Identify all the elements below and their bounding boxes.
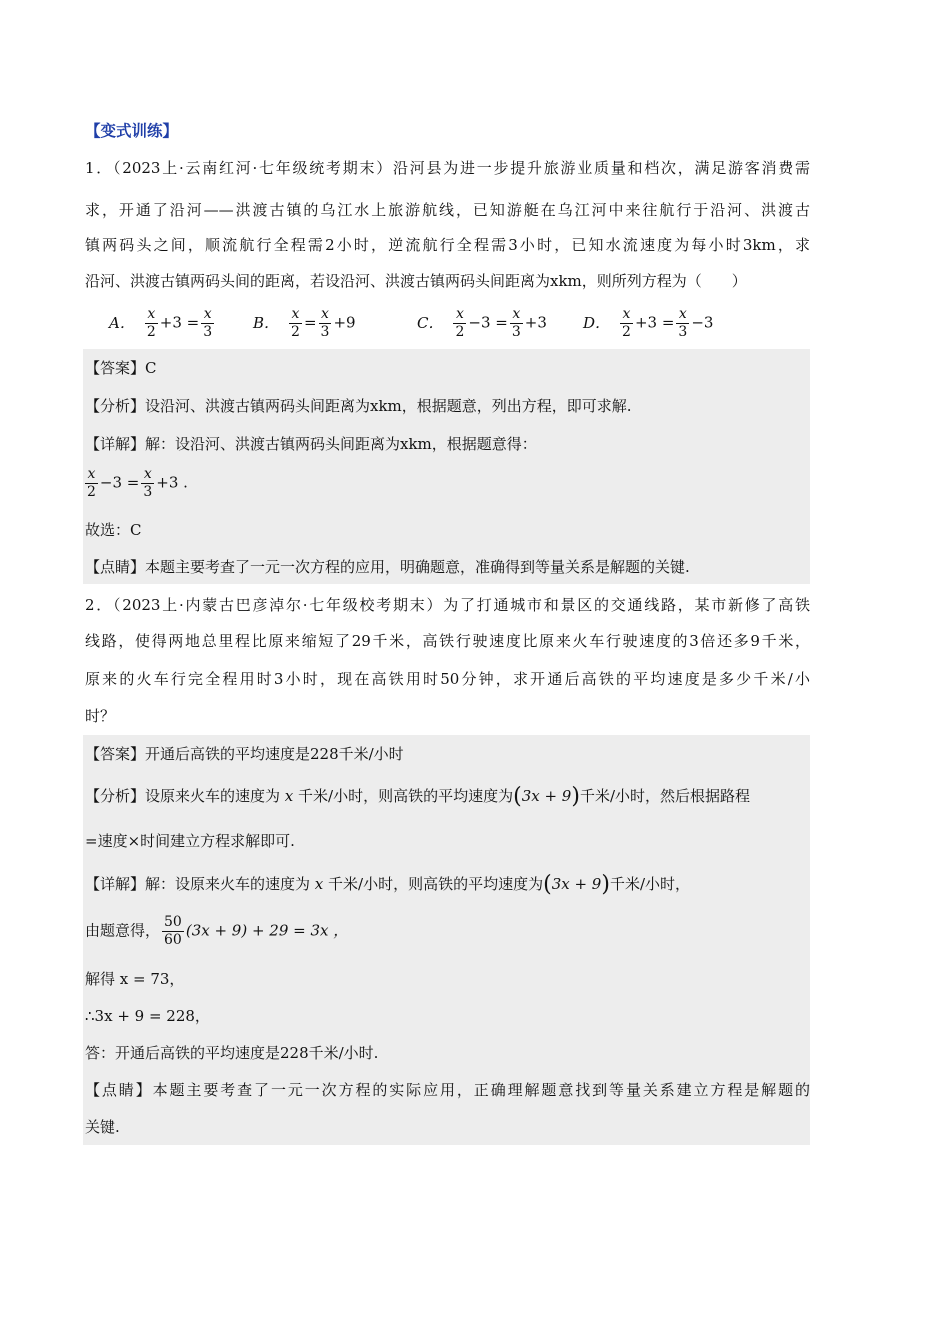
fraction: $\frac{x}{2}$ xyxy=(146,306,156,340)
q2-line-3: 原来的火车行完全程用时3小时，现在高铁用时50分钟，求开通后高铁的平均速度是多少千米/小 xyxy=(85,670,810,688)
q2-therefore: ∴3x + 9 = 228， xyxy=(85,1007,210,1025)
q2-equation: 由题意得， $\frac{50}{60}$ (3x + 9) + 29 = 3x ， xyxy=(85,914,349,948)
q1-answer: 【答案】C xyxy=(85,359,157,377)
fraction: $\frac{50}{60}$ xyxy=(164,914,182,948)
q1-option-b[interactable]: B． $\frac{x}{2}$ = $\frac{x}{3}$ +9 xyxy=(253,306,356,340)
q1-options xyxy=(85,306,810,346)
q1-analysis: 【分析】设沿河、洪渡古镇两码头间距离为xkm，根据题意，列出方程，即可求解. xyxy=(85,397,632,415)
q2-analysis-line-1: 【分析】设原来火车的速度为 x 千米/小时，则高铁的平均速度为(3x + 9)千米/小时，然后根据路程 xyxy=(85,784,751,809)
q2-final-answer: 答：开通后高铁的平均速度是228千米/小时. xyxy=(85,1044,379,1062)
q2-solve: 解得 x = 73， xyxy=(85,970,185,988)
q2-answer: 【答案】开通后高铁的平均速度是228千米/小时 xyxy=(85,745,404,763)
fraction: $\frac{x}{3}$ xyxy=(511,306,521,340)
q1-option-c[interactable]: C． $\frac{x}{2}$ −3 = $\frac{x}{3}$ +3 xyxy=(417,306,547,340)
q2-detail-line-1: 【详解】解：设原来火车的速度为 x 千米/小时，则高铁的平均速度为(3x + 9)千米/小时， xyxy=(85,872,691,897)
q1-line-2: 求，开通了沿河——洪渡古镇的乌江水上旅游航线，已知游艇在乌江河中来往航行于沿河、洪渡古 xyxy=(85,201,810,219)
q1-option-d[interactable]: D． $\frac{x}{2}$ +3 = $\frac{x}{3}$ −3 xyxy=(583,306,714,340)
q1-detail: 【详解】解：设沿河、洪渡古镇两码头间距离为xkm，根据题意得： xyxy=(85,435,537,453)
q1-line-3: 镇两码头之间，顺流航行全程需2小时，逆流航行全程需3小时，已知水流速度为每小时3km，求 xyxy=(85,236,810,254)
q1-equation: $\frac{x}{2}$ −3 = $\frac{x}{3}$ +3 . xyxy=(87,466,188,500)
q1-line-1: 1．（2023上·云南红河·七年级统考期末）沿河县为进一步提升旅游业质量和档次，满足游客消费需 xyxy=(85,159,810,177)
q2-comment-line-1: 【点睛】本题主要考查了一元一次方程的实际应用，正确理解题意找到等量关系建立方程是解题的 xyxy=(85,1081,810,1099)
fraction: $\frac{x}{2}$ xyxy=(87,466,96,500)
fraction: $\frac{x}{3}$ xyxy=(143,466,153,500)
fraction: $\frac{x}{3}$ xyxy=(320,306,330,340)
q1-option-a[interactable]: A． $\frac{x}{2}$ +3 = $\frac{x}{3}$ xyxy=(109,306,213,340)
fraction: $\frac{x}{2}$ xyxy=(455,306,465,340)
fraction: $\frac{x}{3}$ xyxy=(678,306,688,340)
section-title: 【变式训练】 xyxy=(85,121,179,140)
q2-line-1: 2．（2023上·内蒙古巴彦淖尔·七年级校考期末）为了打通城市和景区的交通线路，某市新修了高铁 xyxy=(85,596,810,614)
q2-analysis-line-2: =速度×时间建立方程求解即可. xyxy=(85,832,295,850)
q2-comment-line-2: 关键. xyxy=(85,1118,120,1136)
q2-line-4: 时？ xyxy=(85,707,116,725)
fraction: $\frac{x}{2}$ xyxy=(291,306,300,340)
q1-line-4: 沿河、洪渡古镇两码头间的距离，若设沿河、洪渡古镇两码头间距离为xkm，则所列方程为（ ） xyxy=(85,272,747,290)
fraction: $\frac{x}{3}$ xyxy=(203,306,213,340)
q1-choice: 故选：C xyxy=(85,521,142,539)
q1-comment: 【点睛】本题主要考查了一元一次方程的应用，明确题意，准确得到等量关系是解题的关键. xyxy=(85,558,690,576)
q2-line-2: 线路，使得两地总里程比原来缩短了29千米，高铁行驶速度比原来火车行驶速度的3倍还多9千米， xyxy=(85,632,810,650)
fraction: $\frac{x}{2}$ xyxy=(622,306,631,340)
